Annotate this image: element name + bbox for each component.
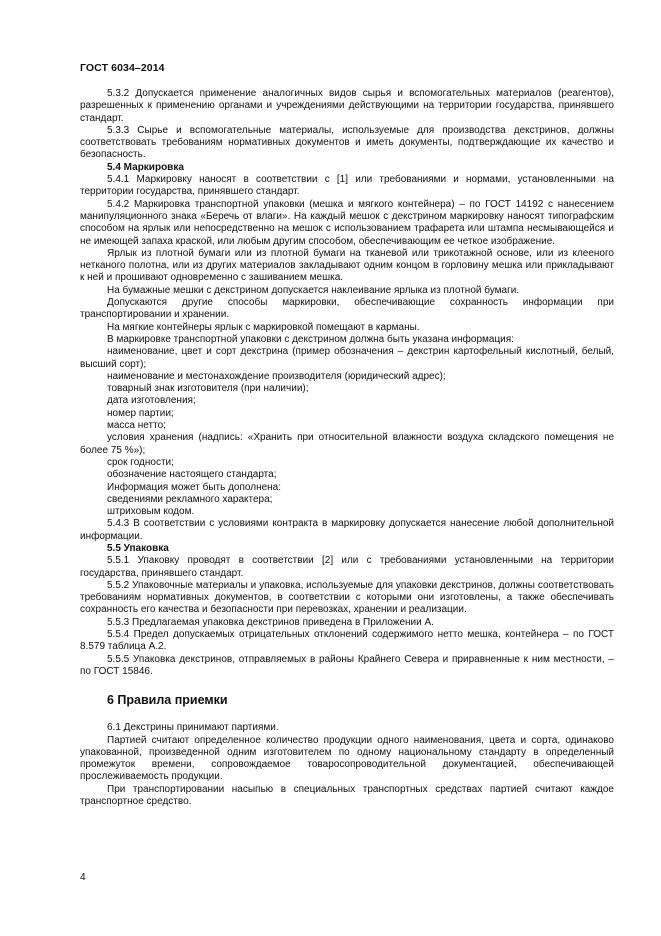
list-item-extra-info: Информация может быть дополнена: <box>107 481 282 493</box>
paragraph-soft-containers: На мягкие контейнеры ярлык с маркировкой помещают в карманы. <box>107 321 420 333</box>
section-heading-5-4: 5.4 Маркировка <box>107 161 184 173</box>
paragraph-batch-definition: Партией считают определенное количество продукции одного наименования, цвета и сорта, одинаково упакованной, произведенной одним изготовителем по одному национальному стандарту в определенный промежуток времени, сопровождаемое товаросопроводительной документацией, обеспечивающей прослеживаемость продукции. <box>80 734 614 783</box>
list-item-advertising: сведениями рекламного характера; <box>107 493 273 505</box>
paragraph-6-1: 6.1 Декстрины принимают партиями. <box>107 722 279 734</box>
list-item-manufacturer: наименование и местонахождение производителя (юридический адрес); <box>107 370 446 382</box>
paragraph-bulk-transport: При транспортировании насыпью в специальных транспортных средствах партией считают каждое транспортное средство. <box>80 783 614 808</box>
list-item-name: наименование, цвет и сорт декстрина (пример обозначения – декстрин картофельный кислотный, белый, высший сорт); <box>80 346 614 370</box>
list-item-standard: обозначение настоящего стандарта; <box>107 469 277 481</box>
page-number: 4 <box>80 872 86 883</box>
paragraph-5-5-3: 5.5.3 Предлагаемая упаковка декстринов приведена в Приложении А. <box>107 616 434 628</box>
list-item-net-mass: масса нетто; <box>107 420 166 432</box>
document-code-header: ГОСТ 6034–2014 <box>80 62 165 74</box>
paragraph-marking-info: В маркировке транспортной упаковки с декстрином должна быть указана информация: <box>107 333 514 345</box>
list-item-storage: условия хранения (надпись: «Хранить при относительной влажности воздуха складского помещения не более 75 %»); <box>80 432 614 456</box>
list-item-trademark: товарный знак изготовителя (при наличии); <box>107 383 309 395</box>
paragraph-5-4-2: 5.4.2 Маркировка транспортной упаковки (мешка и мягкого контейнера) – по ГОСТ 14192 с нанесением манипуляционного знака «Беречь от влаги». На каждый мешок с декстрином маркировку наносят типографским способом на ярлык или непосредственно на мешок с использованием трафарета или штампа несмывающейся и не имеющей запаха краской, или любым другим способом, обеспечивающим ее четкое изображение. <box>80 198 614 247</box>
section-heading-5-5: 5.5 Упаковка <box>107 542 169 554</box>
section-heading-6: 6 Правила приемки <box>107 693 228 708</box>
list-item-date: дата изготовления; <box>107 395 196 407</box>
paragraph-5-5-5: 5.5.5 Упаковка декстринов, отправляемых в районы Крайнего Севера и приравненные к ним местности, – по ГОСТ 15846. <box>80 653 614 677</box>
paragraph-label-material: Ярлык из плотной бумаги или из плотной бумаги на тканевой или трикотажной основе, или из клееного нетканого полотна, или из других материалов закладывают одним концом в горловину мешка или прикладывают к ней и прошивают одновременно с зашиванием мешка. <box>80 247 614 284</box>
paragraph-5-3-3: 5.3.3 Сырье и вспомогательные материалы, используемые для производства декстринов, должны соответствовать требованиям нормативных документов и иметь документы, подтверждающие их качество и безопасность. <box>80 124 614 161</box>
list-item-batch: номер партии; <box>107 407 174 419</box>
paragraph-5-5-4: 5.5.4 Предел допускаемых отрицательных отклонений содержимого нетто мешка, контейнера – по ГОСТ 8.579 таблица А.2. <box>80 629 614 653</box>
list-item-barcode: штриховым кодом. <box>107 506 195 518</box>
list-item-shelf-life: срок годности; <box>107 456 174 468</box>
paragraph-5-5-1: 5.5.1 Упаковку проводят в соответствии [2] или с требованиями установленными на территории государства, принявшего стандарт. <box>80 555 614 579</box>
paragraph-other-methods: Допускаются другие способы маркировки, обеспечивающие сохранность информации при транспортировании и хранении. <box>80 297 614 321</box>
paragraph-paper-bags: На бумажные мешки с декстрином допускается наклеивание ярлыка из плотной бумаги. <box>107 284 520 296</box>
paragraph-5-4-1: 5.4.1 Маркировку наносят в соответствии с [1] или требованиями и нормами, установленными на территории государства, принявшего стандарт. <box>80 174 614 198</box>
paragraph-5-4-3: 5.4.3 В соответствии с условиями контракта в маркировку допускается нанесение любой дополнительной информации. <box>80 518 614 542</box>
paragraph-5-5-2: 5.5.2 Упаковочные материалы и упаковка, используемые для упаковки декстринов, должны соответствовать требованиям нормативных документов, в соответствии с которыми они изготовлены, а также обеспечивать сохранность его качества и безопасности при перевозках, хранении и реализации. <box>80 579 614 616</box>
paragraph-5-3-2: 5.3.2 Допускается применение аналогичных видов сырья и вспомогательных материалов (реагентов), разрешенных к применению органами и учреждениями действующими на территории государства, принявшего стандарт. <box>80 88 614 124</box>
document-body <box>80 88 614 808</box>
